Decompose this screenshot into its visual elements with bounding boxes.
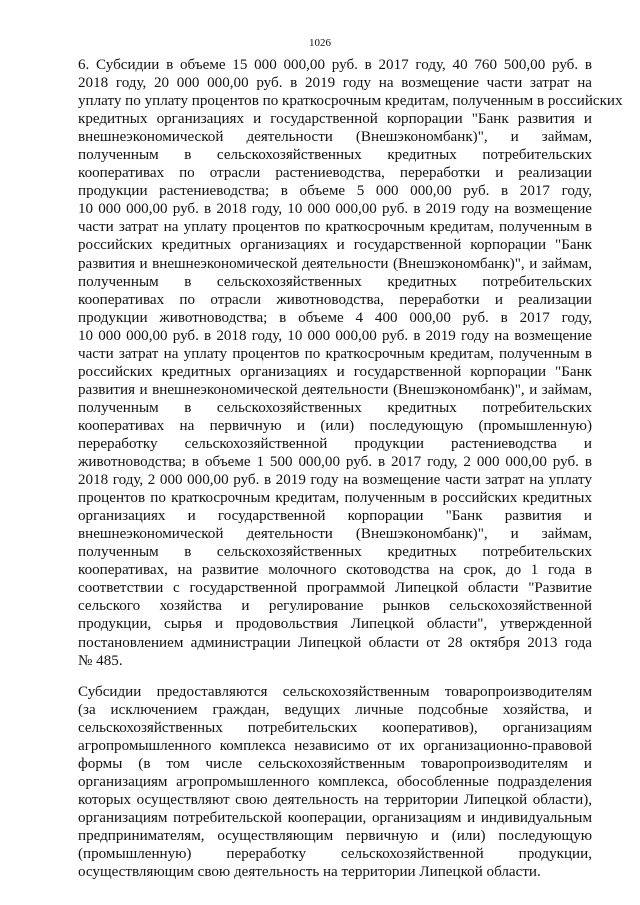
text-line: кооперативах на первичную и (или) последующую (промышленную)	[78, 417, 592, 434]
text-line: агропромышленного комплекса независимо от их организационно-правовой	[78, 737, 592, 754]
text-line: кооперативах по отрасли растениеводства, переработки и реализации	[78, 165, 592, 182]
text-line: продукции растениеводства; в объеме 5 000 000,00 руб. в 2017 году,	[78, 183, 592, 200]
text-line: внешнеэкономической деятельности (Внешэкономбанк)", и займам,	[78, 129, 592, 146]
text-line: сельского хозяйства и регулирование рынков сельскохозяйственной	[78, 598, 592, 615]
text-line: кооперативах, на развитие молочного скотоводства на срок, до 1 года в	[78, 562, 592, 579]
text-line: 2018 году, 2 000 000,00 руб. в 2019 году на возмещение части затрат на уплату	[78, 472, 592, 489]
paragraph-subsidies-volume	[78, 56, 623, 670]
text-line: уплату по уплату процентов по краткосрочным кредитам, полученным в российских	[78, 93, 623, 110]
text-line: развития и внешнеэкономической деятельности (Внешэкономбанк)", и займам,	[78, 255, 592, 272]
text-line: 10 000 000,00 руб. в 2018 году, 10 000 000,00 руб. в 2019 году на возмещение	[78, 327, 592, 344]
text-line: российских кредитных организациях и государственной корпорации "Банк	[78, 363, 592, 380]
text-line: организациям агропромышленного комплекса, обособленные подразделения	[78, 773, 592, 790]
text-line: (за исключением граждан, ведущих личные подсобные хозяйства, и	[78, 701, 592, 718]
text-line: кооперативах по отрасли животноводства, переработки и реализации	[78, 291, 592, 308]
text-line: организациях и государственной корпорации "Банк развития и	[78, 508, 592, 525]
paragraph-subsidy-recipients	[78, 683, 592, 882]
text-line: 2018 году, 20 000 000,00 руб. в 2019 году на возмещение части затрат на	[78, 75, 592, 92]
page-number: 1026	[309, 37, 331, 49]
text-line: развития и внешнеэкономической деятельности (Внешэкономбанк)", и займам,	[78, 381, 592, 398]
text-line: формы (в том числе сельскохозяйственным товаропроизводителям и	[78, 755, 592, 772]
text-line: соответствии с государственной программой Липецкой области "Развитие	[78, 580, 592, 597]
text-line: продукции животноводства; в объеме 4 400 000,00 руб. в 2017 году,	[78, 309, 592, 326]
text-line: переработку сельскохозяйственной продукции растениеводства и	[78, 435, 592, 452]
text-line: осуществляющим свою деятельность на территории Липецкой области.	[78, 864, 541, 881]
text-line: полученным в сельскохозяйственных кредитных потребительских	[78, 544, 592, 561]
text-line: 6. Субсидии в объеме 15 000 000,00 руб. в 2017 году, 40 760 500,00 руб. в	[78, 57, 592, 73]
text-line: постановлением администрации Липецкой области от 28 октября 2013 года	[78, 634, 592, 651]
text-line: которых осуществляют свою деятельность на территории Липецкой области),	[78, 791, 592, 808]
text-line: Субсидии предоставляются сельскохозяйственным товаропроизводителям	[78, 683, 592, 700]
text-line: полученным в сельскохозяйственных кредитных потребительских	[78, 273, 592, 290]
text-line: сельскохозяйственных потребительских кооперативов), организациям	[78, 719, 592, 736]
text-line: животноводства; в объеме 1 500 000,00 руб. в 2017 году, 2 000 000,00 руб. в	[78, 454, 592, 471]
text-line: организациям потребительской кооперации, организациям и индивидуальным	[78, 809, 592, 826]
text-line: продукции, сырья и продовольствия Липецкой области", утвержденной	[78, 616, 592, 633]
text-line: процентов по краткосрочным кредитам, полученным в российских кредитных	[78, 490, 592, 507]
text-line: № 485.	[78, 652, 123, 669]
text-line: предпринимателям, осуществляющим первичную и (или) последующую	[78, 827, 592, 844]
text-line: полученным в сельскохозяйственных кредитных потребительских	[78, 147, 592, 164]
text-line: части затрат на уплату процентов по краткосрочным кредитам, полученным в	[78, 219, 592, 236]
text-line: кредитных организациях и государственной корпорации "Банк развития и	[78, 111, 592, 128]
text-line: внешнеэкономической деятельности (Внешэкономбанк)", и займам,	[78, 526, 592, 543]
text-line: (промышленную) переработку сельскохозяйственной продукции,	[78, 846, 592, 863]
paragraph-gap	[78, 670, 592, 683]
text-line: 10 000 000,00 руб. в 2018 году, 10 000 000,00 руб. в 2019 году на возмещение	[78, 201, 592, 218]
document-body	[78, 56, 623, 881]
text-line: части затрат на уплату процентов по краткосрочным кредитам, полученным в	[78, 345, 592, 362]
text-line: российских кредитных организациях и государственной корпорации "Банк	[78, 237, 592, 254]
text-line: полученным в сельскохозяйственных кредитных потребительских	[78, 399, 592, 416]
